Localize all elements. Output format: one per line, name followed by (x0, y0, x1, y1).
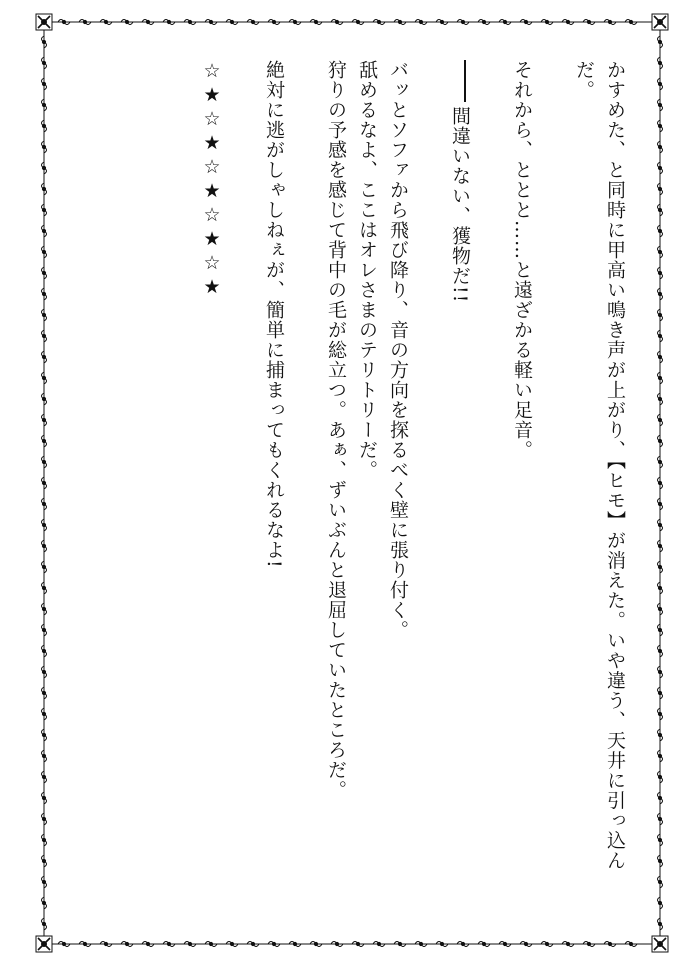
border-dot-ornament (42, 880, 45, 883)
border-dot-ornament (658, 376, 661, 379)
border-dot-ornament (629, 20, 632, 23)
border-dot-ornament (83, 20, 86, 23)
em-dash-rule (464, 60, 466, 102)
border-dot-ornament (42, 796, 45, 799)
border-dot-ornament (566, 20, 569, 23)
border-dot-ornament (629, 942, 632, 945)
border-dot-ornament (658, 502, 661, 505)
border-dot-ornament (42, 397, 45, 400)
border-dot-ornament (658, 691, 661, 694)
paragraph-1-continued: だ。 (573, 60, 595, 100)
border-dot-ornament (658, 628, 661, 631)
border-dot-ornament (42, 691, 45, 694)
border-dot-ornament (335, 20, 338, 23)
border-dot-ornament (42, 124, 45, 127)
border-dot-ornament (209, 942, 212, 945)
border-dot-ornament (658, 103, 661, 106)
border-dot-ornament (272, 942, 275, 945)
border-dot-ornament (461, 20, 464, 23)
border-dot-ornament (42, 439, 45, 442)
border-dot-ornament (42, 460, 45, 463)
border-dot-ornament (524, 20, 527, 23)
border-dot-ornament (42, 754, 45, 757)
border-dot-ornament (658, 481, 661, 484)
border-dot-ornament (188, 942, 191, 945)
corner-center-dot (42, 20, 47, 25)
border-dot-ornament (658, 208, 661, 211)
border-dot-ornament (293, 942, 296, 945)
paragraph-2: それから、ととと……と遠ざかる軽い足音。 (511, 60, 533, 460)
border-dot-ornament (42, 229, 45, 232)
border-dot-ornament (658, 775, 661, 778)
border-dot-ornament (42, 733, 45, 736)
border-dot-ornament (293, 20, 296, 23)
border-dot-ornament (440, 20, 443, 23)
border-dot-ornament (658, 901, 661, 904)
blank-line (413, 60, 444, 890)
border-dot-ornament (42, 418, 45, 421)
border-dot-ornament (566, 942, 569, 945)
border-dot-ornament (42, 712, 45, 715)
border-dot-ornament (356, 942, 359, 945)
border-dot-ornament (272, 20, 275, 23)
border-dot-ornament (658, 313, 661, 316)
border-dot-ornament (419, 942, 422, 945)
border-dot-ornament (587, 20, 590, 23)
paragraph-3-text: 間違いない、獲物だ!! (449, 106, 471, 304)
border-dot-ornament (658, 586, 661, 589)
border-dot-ornament (658, 334, 661, 337)
border-dot-ornament (524, 942, 527, 945)
border-dot-ornament (230, 942, 233, 945)
border-dot-ornament (42, 292, 45, 295)
blank-line (289, 60, 320, 890)
star-separator: ☆★☆★☆★☆★☆★ (201, 60, 223, 300)
blank-line (227, 60, 258, 890)
border-dot-ornament (658, 880, 661, 883)
border-dot-ornament (42, 670, 45, 673)
border-dot-ornament (658, 40, 661, 43)
paragraph-1: かすめた、と同時に甲高い鳴き声が上がり、【ヒモ】が消えた。いや違う、天井に引っ込ん (604, 60, 626, 871)
border-dot-ornament (608, 20, 611, 23)
border-dot-ornament (167, 942, 170, 945)
border-dot-ornament (658, 649, 661, 652)
paragraph-7: 絶対に逃がしゃしねぇが、簡単に捕まってもくれるなよ! (263, 60, 285, 569)
border-dot-ornament (545, 942, 548, 945)
border-dot-ornament (42, 376, 45, 379)
border-dot-ornament (658, 838, 661, 841)
border-dot-ornament (83, 942, 86, 945)
border-dot-ornament (658, 922, 661, 925)
border-dot-ornament (440, 942, 443, 945)
border-dot-ornament (42, 628, 45, 631)
border-dot-ornament (42, 838, 45, 841)
border-dot-ornament (42, 250, 45, 253)
border-dot-ornament (503, 20, 506, 23)
border-dot-ornament (398, 942, 401, 945)
border-dot-ornament (42, 544, 45, 547)
border-dot-ornament (658, 565, 661, 568)
border-dot-ornament (482, 942, 485, 945)
border-dot-ornament (658, 544, 661, 547)
blank-line (475, 60, 506, 890)
border-dot-ornament (42, 187, 45, 190)
border-dot-ornament (62, 942, 65, 945)
border-dot-ornament (658, 61, 661, 64)
border-dot-ornament (658, 670, 661, 673)
border-dot-ornament (62, 20, 65, 23)
border-dot-ornament (658, 439, 661, 442)
border-dot-ornament (42, 481, 45, 484)
border-dot-ornament (377, 942, 380, 945)
border-dot-ornament (42, 208, 45, 211)
border-dot-ornament (42, 334, 45, 337)
border-dot-ornament (587, 942, 590, 945)
border-dot-ornament (658, 607, 661, 610)
border-dot-ornament (104, 20, 107, 23)
border-dot-ornament (251, 20, 254, 23)
border-dot-ornament (482, 20, 485, 23)
border-dot-ornament (42, 649, 45, 652)
border-dot-ornament (658, 754, 661, 757)
border-dot-ornament (146, 942, 149, 945)
border-dot-ornament (314, 20, 317, 23)
border-dot-ornament (42, 166, 45, 169)
border-dot-ornament (42, 922, 45, 925)
border-dot-ornament (658, 817, 661, 820)
border-dot-ornament (42, 40, 45, 43)
border-dot-ornament (42, 901, 45, 904)
paragraph-6: 狩りの予感を感じて背中の毛が総立つ。あぁ、ずいぶんと退屈していたところだ。 (325, 60, 347, 800)
border-dot-ornament (42, 607, 45, 610)
border-dot-ornament (42, 586, 45, 589)
border-dot-ornament (42, 61, 45, 64)
border-dot-ornament (658, 271, 661, 274)
border-dot-ornament (503, 942, 506, 945)
border-dot-ornament (658, 124, 661, 127)
border-dot-ornament (658, 166, 661, 169)
border-dot-ornament (335, 942, 338, 945)
border-dot-ornament (314, 942, 317, 945)
border-dot-ornament (42, 82, 45, 85)
border-dot-ornament (230, 20, 233, 23)
border-dot-ornament (356, 20, 359, 23)
border-dot-ornament (658, 523, 661, 526)
border-dot-ornament (42, 145, 45, 148)
border-dot-ornament (42, 523, 45, 526)
border-dot-ornament (658, 460, 661, 463)
border-dot-ornament (125, 20, 128, 23)
border-dot-ornament (42, 355, 45, 358)
paragraph-3 (444, 60, 475, 890)
paragraph-4: バッとソファから飛び降り、音の方向を探るべく壁に張り付く。 (387, 60, 409, 640)
border-dot-ornament (658, 418, 661, 421)
border-dot-ornament (461, 942, 464, 945)
border-dot-ornament (658, 796, 661, 799)
border-dot-ornament (658, 397, 661, 400)
border-dot-ornament (146, 20, 149, 23)
border-dot-ornament (42, 103, 45, 106)
border-dot-ornament (167, 20, 170, 23)
border-dot-ornament (545, 20, 548, 23)
border-dot-ornament (42, 565, 45, 568)
border-dot-ornament (104, 942, 107, 945)
border-dot-ornament (419, 20, 422, 23)
vertical-text-body (120, 60, 630, 890)
border-dot-ornament (42, 817, 45, 820)
border-dot-ornament (42, 502, 45, 505)
border-dot-ornament (658, 355, 661, 358)
border-dot-ornament (658, 229, 661, 232)
border-dot-ornament (658, 145, 661, 148)
border-dot-ornament (188, 20, 191, 23)
border-dot-ornament (658, 187, 661, 190)
border-dot-ornament (42, 271, 45, 274)
border-dot-ornament (377, 20, 380, 23)
border-dot-ornament (658, 712, 661, 715)
border-dot-ornament (251, 942, 254, 945)
corner-center-dot (658, 942, 663, 947)
corner-center-dot (42, 942, 47, 947)
border-dot-ornament (42, 313, 45, 316)
border-dot-ornament (658, 292, 661, 295)
corner-center-dot (658, 20, 663, 25)
blank-line (537, 60, 568, 890)
border-dot-ornament (42, 859, 45, 862)
border-dot-ornament (608, 942, 611, 945)
border-dot-ornament (209, 20, 212, 23)
border-dot-ornament (658, 733, 661, 736)
border-dot-ornament (398, 20, 401, 23)
border-dot-ornament (658, 859, 661, 862)
border-dot-ornament (125, 942, 128, 945)
border-dot-ornament (42, 775, 45, 778)
border-dot-ornament (658, 250, 661, 253)
border-dot-ornament (658, 82, 661, 85)
paragraph-5: 舐めるなよ、ここはオレさまのテリトリーだ。 (356, 60, 378, 480)
